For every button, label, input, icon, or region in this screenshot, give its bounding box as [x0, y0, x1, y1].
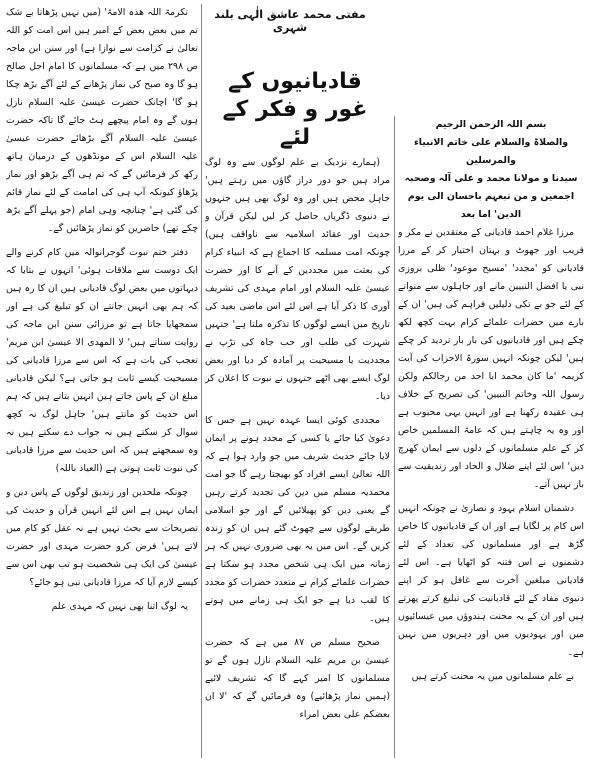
paragraph: مجددی کوئی ایسا عہدہ نہیں ہے جس کا دعویٰ کیا جائے یا کسی کے مجدد ہونے پر ایمان لایا جائے حدیث شریف میں جو وارد ہوا ہے کہ اللہ تعالیٰ ایسے افراد کو بھیجتا رہے گا جو امت محمدیہ مسلم میں دین کی تجدید کرتے رہیں گے یعنی دین کو پھیلائیں گے اور جو اسلامی طریقے لوگوں سے چھوٹ گئے ہیں ان کو زندہ کریں گے۔ اس میں یہ بھی ضروری نہیں کہ ہر زمانہ میں ایک ہی شخص مجدد ہو سکتا ہے حضرات علمائے کرام نے متعدد حضرات کو مجدد کا لقب دیا ہے جو ایک ہی زمانے میں ہوتے ہیں۔	[205, 415, 390, 624]
bismillah-heading: بسم اللہ الرحمن الرحیم	[435, 119, 547, 130]
text-column-left	[6, 4, 198, 758]
paragraph: دشمنان اسلام یہود و نصاریٰ نے چونکہ انہیں اس کام پر لگایا ہے اور ان کے قادیانیوں کا خاص گڑھ ہے اور مسلمانوں کی تعداد کے لئے دشمنوں نے اس فتنہ کو اٹھایا ہے۔ اس لئے قادیانی مبلغین آخرت سے غافل ہو کر اپنے دنیوی مفاد کے لئے قادیانیت کی تبلیغ کرتے پھرتے ہیں اور ان کے یہ محنت ہندوؤں میں عیسائیوں میں اور یہودیوں میں اور دہریوں میں نہیں ہے۔	[398, 503, 584, 658]
article-title: قادیانیوں کے غور و فکر کے لئے	[222, 69, 368, 150]
text-column-middle	[205, 154, 390, 758]
paragraph: مرزا غلام احمد قادیانی کے معتقدین نے مکر و فریب اور جھوٹ و بہتان اختیار کر کے مرزا قادیانی کو 'مجدد' 'مسیح موعود' ظلی بروزی نبی یا افضل النبیین مانے اور جاہلوں سے منوانے کے لئے جو بے تکی دلیلیں فراہم کی ہیں' ان کے بارے میں حضرات علمائے کرام بہت کچھ لکھ چکے ہیں اور قادیانیوں کی بار بار تردید کر چکے ہیں' لیکن چونکہ انہیں سورۃ الاحزاب کی آیت کریمہ 'ما کان محمد ابا احد من رجالکم ولکن رسول اللہ وخاتم النبیین' کی تصریح کے خلاف ہی عقیدہ رکھنا ہے اور انہیں یہی محبوب ہے اور وہ یہ چاہتے ہیں کہ عامۃ المسلمین خاص کر کے علم مسلمانوں کے دلوں سے ایمان کھرچ دیں' اس لئے اپنے ضلال و الحاد اور زندیقیت سے باز نہیں آتے۔	[398, 227, 584, 490]
paragraph: دفتر ختم نبوت گوجرانوالہ میں کام کرنے والے ایک دوست سے ملاقات ہوئی' انہوں نے بتایا کہ دیہاتوں میں بعض لوگ قادیانی ہیں ان کا رہ ہیں کہ ہم بھی انہیں جانتے ان کو تبلیغ کی ہے اور سمجھایا جاتا ہے تو مرزائی سنن ابن ماجہ کی روایت سناتے ہیں' لا المھدی الا عیسیٰ ابن مریم' تعجب کی بات ہے کہ اس سے مرزا قادیانی کی مسیحیت کیسے ثابت ہو جاتی ہے؟ لیکن قادیانی مبلغ ان کے پاس جاتے ہیں انہیں بتاتے ہیں کہ ہم اس حدیث کو مانتے ہیں' جاہل لوگ نہ کچھ سوال کر سکتے ہیں نہ جواب دے سکتے ہیں نہ وہ سمجھتے ہیں کہ اس حدیث سے مرزا قادیانی کی نبوت ثابت ہوتی ہے (العیاذ باللہ)	[6, 247, 198, 474]
author-byline: مفتی محمد عاشق الٰہی بلند شہری	[214, 8, 366, 34]
paragraph: چونکہ ملحدین اور زندیق لوگوں کے پاس دین و ایمان نہیں ہے اس لئے انہیں قرآن و حدیث کی تصریحات سے بحث نہیں ہے نہ عقل کو کام میں لاتے ہیں' فرض کرو حضرت مہدی اور حضرت عیسیٰ کی ایک ہی شخصیت ہو تب بھی اس سے کیسے لازم آیا کہ مرزا قادیانی نبی ہو جائے؟	[6, 487, 198, 588]
text-column-right	[398, 116, 584, 758]
paragraph: یہ لوگ اتنا بھی نہیں کہ مہدی علم	[51, 601, 188, 612]
paragraph: بے علم مسلمانوں میں یہ محنت کرتے ہیں	[411, 671, 574, 682]
paragraph: (ہمارے نزدیک بے علم لوگوں سے وہ لوگ مراد ہیں جو دور دراز گاؤں میں رہتے ہیں' جاہل محض ہیں اور وہ لوگ بھی ہیں جنہوں نے دنیوی ڈگریاں حاصل کر لیں لیکن قرآن و حدیث اور عقائد اسلامیہ سے ناواقف ہیں) چونکہ امت مسلمہ کا اجماع ہے کہ انبیاء کرام کی بعثت میں مجددین کے آنے کا اور حضرت عیسیٰ علیہ السلام اور امام مہدی کی تشریف آوری کا ذکر آیا ہے اس لئے اس ماضی بعید کی تاریخ میں ایسے لوگوں کا تذکرہ ملتا ہے' جنہیں شہرت کی طلب اور حب جاہ کی تڑپ نے مجددیت یا مسیحیت پر آمادہ کر دیا اور بعض لوگ ایسے بھی اٹھے جنہوں نے نبوت کا اعلان کر دیا۔	[205, 157, 390, 402]
salutation-heading: سیدنا و مولانا محمد و علی آلہ وصحبہ اجمعین و من تبعہم باحسان الی یوم الدین' اما بعد	[404, 173, 578, 220]
column-divider	[394, 116, 395, 758]
paragraph: تکرمۃ اللہ ھذہ الامۃ' (میں نہیں پڑھاتا بے شک تم میں بعض بعض کے امیر ہیں اس امت کو اللہ تعالیٰ نے کرامت سے نوازا ہے) اور سنن ابن ماجہ ص ۲۹۸ میں ہے کہ مسلمانوں کا امام اجل صالح ہو گا وہ صبح کی نماز پڑھانے کے لئے آگے بڑھ چکا ہو گا' اچانک حضرت عیسیٰ علیہ السلام نازل ہوں گے وہ امام پیچھے ہٹ جائے گا تاکہ حضرت عیسیٰ علیہ السلام آگے بڑھائے حضرت عیسیٰ علیہ السلام اس کے مونڈھوں کے درمیان ہاتھ رکھ کر فرمائیں گے کہ تم ہی آگے بڑھو اور نماز پڑھاؤ کیونکہ آپ ہی کی امامت کے لئے نماز قائم کی گئی ہے' چنانچہ وہی امام (جو پہلے آگے بڑھ چکے تھے) حاضرین کو نماز پڑھائیں گے۔	[6, 7, 198, 234]
column-divider	[201, 4, 202, 758]
paragraph: صحیح مسلم ص ۸۷ میں ہے کہ حضرت عیسیٰ بن مریم علیہ السلام نازل ہوں گے تو مسلمانوں کا امیر کہے گا کہ تشریف لائیے (ہمیں نماز پڑھائیے) وہ فرمائیں گے کہ 'لا ان بعضکم علی بعض امراء	[205, 637, 390, 720]
salutation-heading: والصلاۃ والسلام علی خاتم الانبیاء والمرسلین	[413, 137, 569, 166]
